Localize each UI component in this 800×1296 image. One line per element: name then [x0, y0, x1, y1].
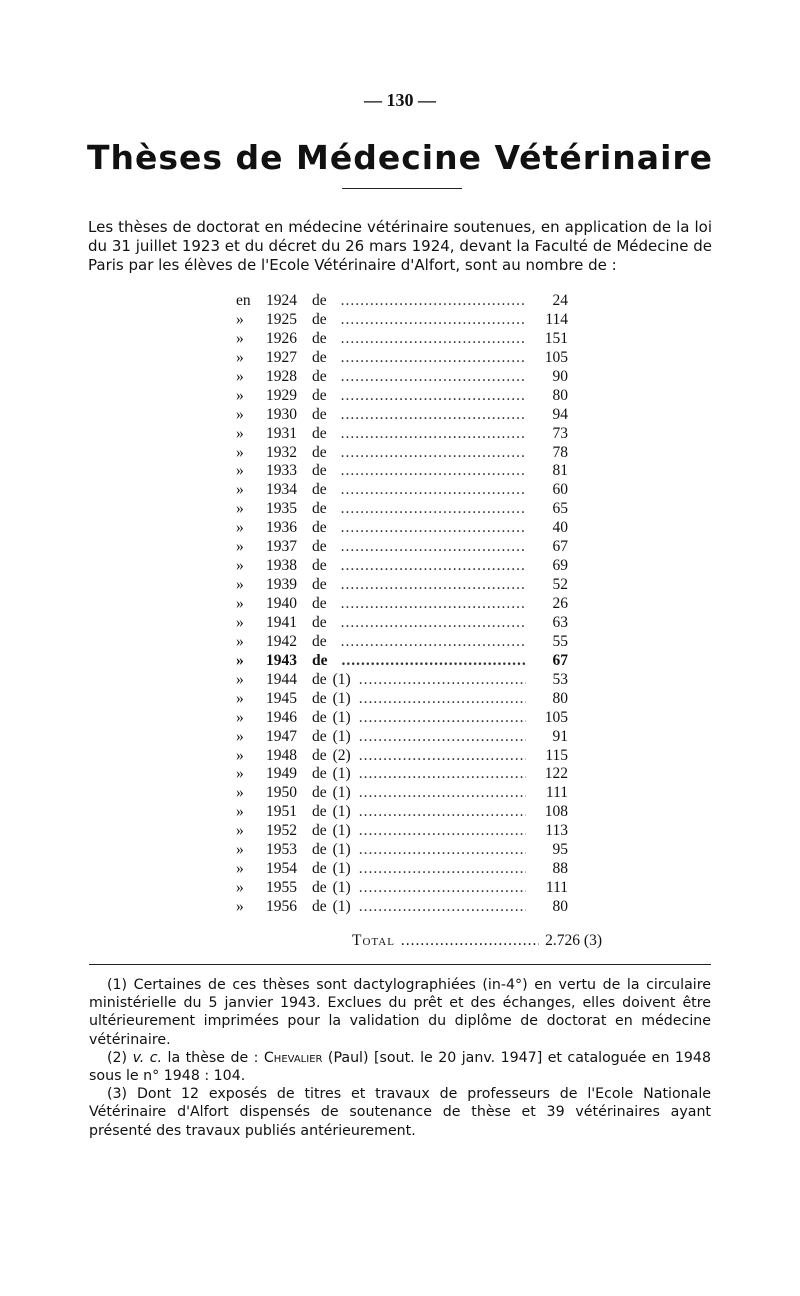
- row-year: 1924: [266, 292, 297, 309]
- row-note: (1): [332, 689, 351, 707]
- row-de: de: [312, 613, 327, 631]
- dot-leader: [341, 368, 526, 386]
- row-year: 1944: [266, 670, 297, 688]
- row-prefix: »: [236, 841, 244, 859]
- row-count: 81: [552, 462, 568, 480]
- row-year: 1943: [266, 651, 297, 669]
- year-row: [236, 387, 568, 406]
- row-year: 1955: [266, 879, 297, 897]
- row-de: de: [312, 632, 327, 650]
- row-year: 1953: [266, 841, 297, 859]
- year-row: [236, 671, 568, 690]
- row-prefix: »: [236, 576, 244, 594]
- total-dot-leader: [401, 932, 539, 950]
- row-year: 1948: [266, 746, 297, 764]
- row-note: (1): [332, 803, 351, 821]
- year-row: [236, 349, 568, 368]
- row-prefix: »: [236, 329, 244, 347]
- year-row: [236, 481, 568, 500]
- year-row: [236, 784, 568, 803]
- dot-leader: [359, 747, 526, 765]
- row-year: 1951: [266, 803, 297, 821]
- row-year: 1949: [266, 765, 297, 783]
- year-row: [236, 709, 568, 728]
- row-de: de: [312, 424, 327, 442]
- footnote-2-marker: (2): [107, 1049, 128, 1066]
- row-de: de: [312, 329, 327, 347]
- dot-leader: [359, 728, 526, 746]
- year-row: [236, 860, 568, 879]
- row-de: de: [312, 879, 327, 897]
- row-count: 95: [552, 841, 568, 859]
- year-row: [236, 330, 568, 349]
- year-row: [236, 292, 568, 311]
- dot-leader: [341, 330, 526, 348]
- title-divider: [342, 188, 462, 189]
- row-de: de: [312, 348, 327, 366]
- row-year: 1952: [266, 822, 297, 840]
- row-count: 26: [552, 595, 568, 612]
- row-year: 1934: [266, 481, 297, 499]
- row-year: 1945: [266, 689, 297, 707]
- row-prefix: »: [236, 670, 244, 688]
- row-note: (1): [332, 727, 351, 745]
- row-count: 55: [552, 632, 568, 650]
- year-row: [236, 898, 568, 917]
- year-row: [236, 406, 568, 425]
- year-row: [236, 425, 568, 444]
- row-prefix: »: [236, 557, 244, 575]
- dot-leader: [359, 898, 526, 916]
- row-year: 1939: [266, 576, 297, 594]
- row-count: 122: [544, 765, 568, 783]
- footnotes: [89, 976, 711, 1140]
- row-count: 53: [552, 670, 568, 688]
- row-de: de: [312, 519, 327, 537]
- dot-leader: [359, 690, 526, 708]
- year-row: [236, 803, 568, 822]
- row-prefix: »: [236, 746, 244, 764]
- row-count: 60: [552, 481, 568, 499]
- row-de: de: [312, 708, 327, 726]
- row-de: de: [312, 462, 327, 480]
- dot-leader: [341, 538, 526, 556]
- row-count: 151: [544, 329, 568, 347]
- year-row: [236, 822, 568, 841]
- row-de: de: [312, 670, 327, 688]
- year-row: [236, 500, 568, 519]
- dot-leader: [341, 311, 526, 329]
- row-prefix: »: [236, 595, 244, 612]
- row-prefix: en: [236, 292, 251, 309]
- dot-leader: [341, 633, 526, 651]
- row-prefix: »: [236, 519, 244, 537]
- row-year: 1942: [266, 632, 297, 650]
- total-label: Total: [352, 932, 395, 949]
- footnote-2-end: (Paul) [sout. le 20 janv. 1947] et cataloguée en 1948 sous le n° 1948 : 104.: [89, 1049, 711, 1085]
- thesis-count-list: [236, 292, 568, 917]
- row-de: de: [312, 689, 327, 707]
- row-count: 108: [544, 803, 568, 821]
- year-row: [236, 765, 568, 784]
- row-year: 1935: [266, 500, 297, 518]
- row-year: 1932: [266, 443, 297, 461]
- row-note: (1): [332, 670, 351, 688]
- year-row: [236, 633, 568, 652]
- row-prefix: »: [236, 689, 244, 707]
- row-year: 1956: [266, 898, 297, 915]
- row-year: 1947: [266, 727, 297, 745]
- year-row: [236, 690, 568, 709]
- year-row: [236, 368, 568, 387]
- row-de: de: [312, 500, 327, 518]
- row-note: (1): [332, 879, 351, 897]
- dot-leader: [341, 595, 526, 613]
- row-prefix: »: [236, 443, 244, 461]
- year-row: [236, 311, 568, 330]
- row-prefix: »: [236, 708, 244, 726]
- row-count: 114: [545, 310, 568, 328]
- year-row: [236, 538, 568, 557]
- row-de: de: [312, 310, 327, 328]
- row-prefix: »: [236, 727, 244, 745]
- row-count: 115: [545, 746, 568, 764]
- year-row: [236, 462, 568, 481]
- dot-leader: [341, 425, 526, 443]
- row-prefix: »: [236, 310, 244, 328]
- row-year: 1927: [266, 348, 297, 366]
- footnote-3: (3) Dont 12 exposés de titres et travaux de professeurs de l'Ecole Nationale Vétérinaire d'Alfort dispensés de soutenance de thèse et 39 vétérinaires ayant présenté des travaux publiés antérieurement.: [89, 1086, 711, 1139]
- dot-leader: [341, 576, 526, 594]
- year-row: [236, 444, 568, 463]
- dot-leader: [359, 879, 526, 897]
- row-prefix: »: [236, 651, 244, 669]
- row-de: de: [312, 595, 327, 612]
- footnote-2-mid: la thèse de :: [167, 1049, 259, 1066]
- dot-leader: [341, 519, 526, 537]
- dot-leader: [341, 614, 526, 632]
- footnote-2-abbrev: v. c.: [132, 1049, 163, 1066]
- row-count: 113: [545, 822, 568, 840]
- dot-leader: [359, 671, 526, 689]
- total-value: 2.726 (3): [545, 932, 602, 949]
- dot-leader: [359, 860, 526, 878]
- row-de: de: [312, 822, 327, 840]
- dot-leader: [359, 841, 526, 859]
- dot-leader: [341, 444, 526, 462]
- row-year: 1936: [266, 519, 297, 537]
- row-prefix: »: [236, 803, 244, 821]
- row-de: de: [312, 784, 327, 802]
- row-count: 105: [544, 348, 568, 366]
- row-de: de: [312, 481, 327, 499]
- row-count: 94: [552, 405, 568, 423]
- row-de: de: [312, 386, 327, 404]
- row-prefix: »: [236, 386, 244, 404]
- row-de: de: [312, 557, 327, 575]
- dot-leader: [359, 803, 526, 821]
- row-prefix: »: [236, 613, 244, 631]
- row-de: de: [312, 803, 327, 821]
- row-prefix: »: [236, 860, 244, 878]
- row-de: de: [312, 860, 327, 878]
- row-count: 105: [544, 708, 568, 726]
- year-row: [236, 519, 568, 538]
- row-count: 52: [552, 576, 568, 594]
- year-row: [236, 614, 568, 633]
- row-year: 1928: [266, 367, 297, 385]
- dot-leader: [341, 349, 526, 367]
- row-prefix: »: [236, 500, 244, 518]
- row-count: 88: [552, 860, 568, 878]
- row-count: 24: [552, 292, 568, 309]
- row-year: 1940: [266, 595, 297, 612]
- row-count: 73: [552, 424, 568, 442]
- row-prefix: »: [236, 462, 244, 480]
- row-year: 1938: [266, 557, 297, 575]
- row-prefix: »: [236, 879, 244, 897]
- row-year: 1937: [266, 538, 297, 556]
- row-count: 67: [552, 651, 568, 669]
- row-prefix: »: [236, 348, 244, 366]
- row-count: 78: [552, 443, 568, 461]
- row-de: de: [312, 841, 327, 859]
- page-number: — 130 —: [364, 90, 436, 110]
- dot-leader: [341, 481, 526, 499]
- row-prefix: »: [236, 784, 244, 802]
- row-prefix: »: [236, 898, 244, 915]
- total-row: [352, 932, 602, 950]
- row-count: 40: [552, 519, 568, 537]
- year-row: [236, 747, 568, 766]
- row-count: 91: [552, 727, 568, 745]
- row-note: (1): [332, 708, 351, 726]
- dot-leader: [359, 784, 526, 802]
- row-note: (1): [332, 841, 351, 859]
- row-note: (2): [332, 746, 351, 764]
- row-count: 90: [552, 367, 568, 385]
- row-year: 1931: [266, 424, 297, 442]
- dot-leader: [342, 652, 527, 670]
- row-de: de: [312, 443, 327, 461]
- row-de: de: [312, 538, 327, 556]
- row-year: 1946: [266, 708, 297, 726]
- row-year: 1930: [266, 405, 297, 423]
- footnote-divider: [89, 964, 711, 965]
- dot-leader: [341, 500, 526, 518]
- year-row: [236, 841, 568, 860]
- row-prefix: »: [236, 367, 244, 385]
- row-de: de: [312, 576, 327, 594]
- year-row: [236, 879, 568, 898]
- intro-paragraph: Les thèses de doctorat en médecine vétérinaire soutenues, en application de la loi du 31 juillet 1923 et du décret du 26 mars 1924, devant la Faculté de Médecine de Paris par les élèves de l'Ecole Vétérinaire d'Alfort, sont au nombre de :: [88, 218, 712, 274]
- row-note: (1): [332, 784, 351, 802]
- row-prefix: »: [236, 424, 244, 442]
- year-row: [236, 595, 568, 614]
- year-row: [236, 557, 568, 576]
- row-note: (1): [332, 898, 351, 915]
- row-count: 111: [545, 784, 568, 802]
- row-count: 67: [552, 538, 568, 556]
- page-title: Thèses de Médecine Vétérinaire: [86, 138, 714, 177]
- row-prefix: »: [236, 538, 244, 556]
- row-note: (1): [332, 860, 351, 878]
- row-de: de: [312, 651, 328, 669]
- dot-leader: [341, 557, 526, 575]
- row-count: 63: [552, 613, 568, 631]
- row-de: de: [312, 898, 327, 915]
- row-count: 80: [552, 386, 568, 404]
- row-count: 80: [552, 898, 568, 915]
- row-note: (1): [332, 822, 351, 840]
- row-prefix: »: [236, 765, 244, 783]
- row-note: (1): [332, 765, 351, 783]
- dot-leader: [359, 765, 526, 783]
- row-year: 1950: [266, 784, 297, 802]
- row-count: 69: [552, 557, 568, 575]
- row-count: 111: [545, 879, 568, 897]
- row-de: de: [312, 746, 327, 764]
- row-prefix: »: [236, 405, 244, 423]
- row-count: 80: [552, 689, 568, 707]
- dot-leader: [341, 406, 526, 424]
- row-prefix: »: [236, 822, 244, 840]
- row-de: de: [312, 727, 327, 745]
- year-row: [236, 728, 568, 747]
- row-year: 1925: [266, 310, 297, 328]
- year-row: [236, 576, 568, 595]
- footnote-2-author: Chevalier: [263, 1049, 323, 1066]
- row-prefix: »: [236, 632, 244, 650]
- row-year: 1933: [266, 462, 297, 480]
- dot-leader: [341, 292, 526, 310]
- dot-leader: [341, 387, 526, 405]
- row-year: 1929: [266, 386, 297, 404]
- row-year: 1954: [266, 860, 297, 878]
- row-prefix: »: [236, 481, 244, 499]
- row-de: de: [312, 367, 327, 385]
- year-row: [236, 652, 568, 671]
- row-year: 1941: [266, 613, 297, 631]
- row-year: 1926: [266, 329, 297, 347]
- dot-leader: [359, 822, 526, 840]
- row-de: de: [312, 405, 327, 423]
- dot-leader: [341, 462, 526, 480]
- footnote-1: (1) Certaines de ces thèses sont dactylographiées (in-4°) en vertu de la circulaire ministérielle du 5 janvier 1943. Exclues du prêt et des échanges, elles doivent être ultérieurement imprimées pour la validation du diplôme de doctorat en médecine vétérinaire.: [89, 977, 711, 1048]
- row-de: de: [312, 765, 327, 783]
- footnote-2: [89, 1049, 711, 1085]
- row-count: 65: [552, 500, 568, 518]
- dot-leader: [359, 709, 526, 727]
- row-de: de: [312, 292, 327, 309]
